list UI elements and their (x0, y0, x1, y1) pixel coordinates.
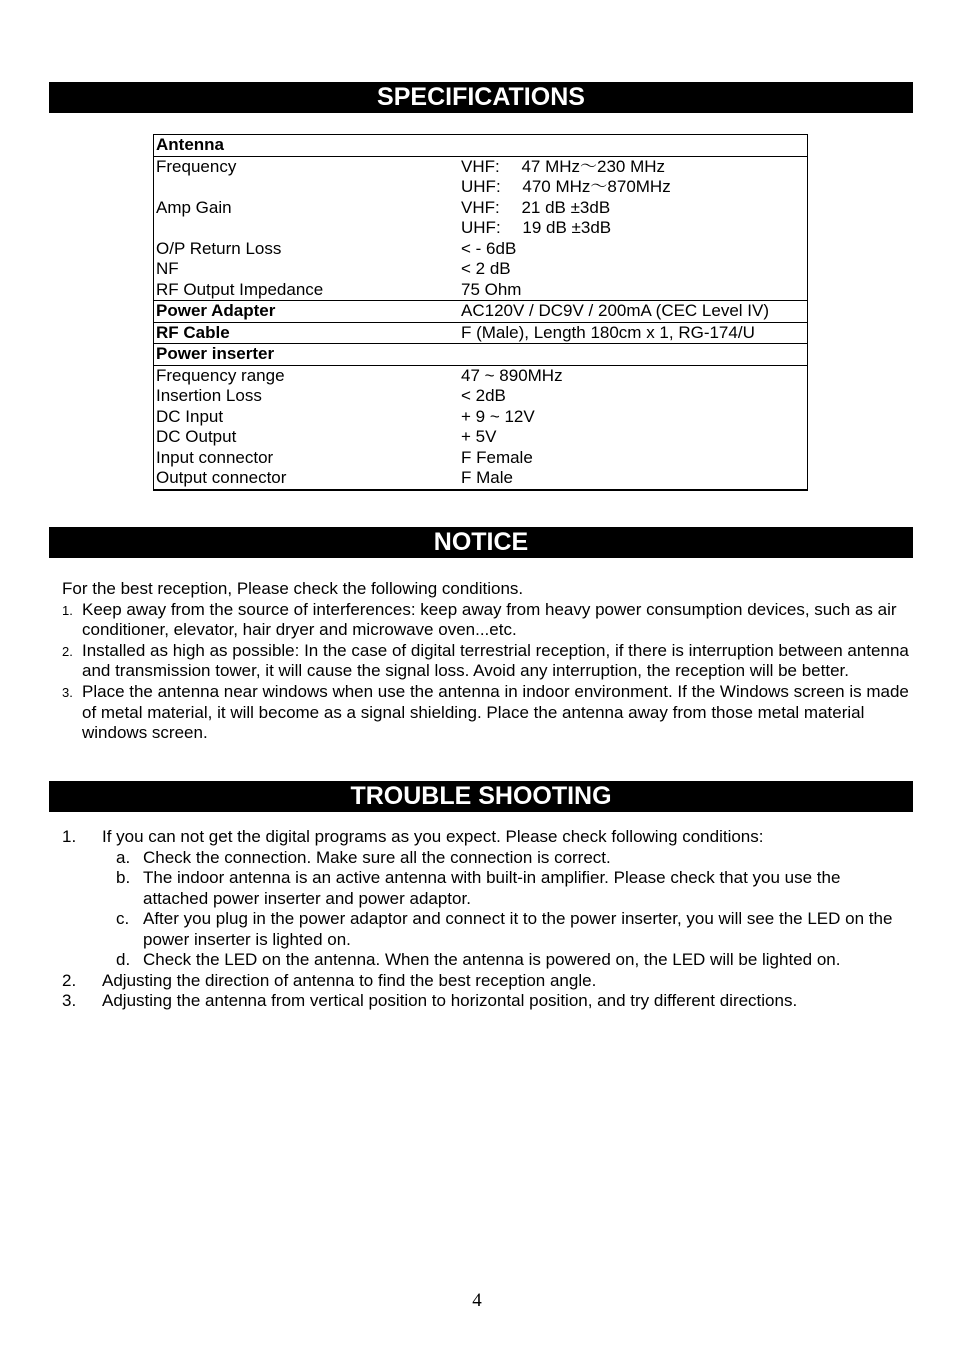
trouble-shooting-heading: TROUBLE SHOOTING (49, 781, 913, 812)
spec-label-return-loss: O/P Return Loss (154, 239, 462, 260)
spec-label-amp-gain: Amp Gain (154, 198, 462, 239)
list-item (62, 641, 912, 682)
spec-value-dc-input: + 9 ~ 12V (461, 407, 808, 428)
power-adapter-value: AC120V / DC9V / 200mA (CEC Level IV) (461, 301, 808, 323)
spec-label-dc-input: DC Input (154, 407, 462, 428)
trouble-shooting-section (62, 827, 912, 1012)
sub-list-item (62, 950, 912, 971)
list-text: Place the antenna near windows when use the antenna in indoor environment. If the Windows screen is made of metal material, it will become as a signal shielding. Place the antenna away from those metal material windows screen. (82, 681, 909, 743)
rf-cable-label: RF Cable (154, 322, 462, 344)
list-text: Keep away from the source of interferences: keep away from heavy power consumption devices, such as air conditioner, elevator, hair dryer and microwave oven...etc. (82, 599, 897, 640)
spec-label-nf: NF (154, 259, 462, 280)
spec-value-amp-gain-vhf: VHF: 21 dB ±3dB (461, 197, 611, 217)
spec-value-frequency-uhf: UHF: 470 MHz～870MHz (461, 177, 671, 196)
spec-label-impedance: RF Output Impedance (154, 280, 462, 301)
rf-cable-value: F (Male), Length 180cm x 1, RG-174/U (461, 322, 808, 344)
list-number: 2. (62, 970, 77, 990)
spec-label-frequency-range: Frequency range (154, 365, 462, 386)
notice-section (62, 579, 912, 744)
spec-value-amp-gain-uhf: UHF: 19 dB ±3dB (461, 218, 612, 237)
spec-label-insertion-loss: Insertion Loss (154, 386, 462, 407)
spec-value-input-connector: F Female (461, 448, 808, 469)
list-number: 1. (62, 827, 77, 846)
spec-label-dc-output: DC Output (154, 427, 462, 448)
sub-list-letter: d. (116, 950, 131, 969)
list-text: Adjusting the direction of antenna to find the best reception angle. (102, 970, 597, 990)
sub-list-text: Check the LED on the antenna. When the antenna is powered on, the LED will be lighted on. (143, 950, 841, 969)
power-inserter-label: Power inserter (154, 344, 462, 366)
spec-value-output-connector: F Male (461, 468, 808, 490)
spec-value-frequency-vhf: VHF: 47 MHz～230 MHz (461, 156, 666, 176)
specifications-table (153, 134, 808, 491)
notice-intro: For the best reception, Please check the following conditions. (62, 579, 524, 598)
list-number: 3. (62, 991, 77, 1010)
list-text: Adjusting the antenna from vertical position to horizontal position, and try different directions. (102, 991, 798, 1010)
page-number: 4 (472, 1290, 482, 1311)
sub-list-letter: a. (116, 847, 131, 867)
spec-value-return-loss: < - 6dB (461, 239, 808, 260)
sub-list-text: Check the connection. Make sure all the connection is correct. (143, 847, 611, 867)
spec-value-dc-output: + 5V (461, 427, 808, 448)
sub-list-item (62, 868, 912, 909)
sub-list-item (62, 909, 912, 950)
list-item (62, 971, 912, 992)
list-item (62, 600, 912, 641)
notice-heading: NOTICE (49, 527, 913, 558)
sub-list-text: The indoor antenna is an active antenna with built-in amplifier. Please check that you use the attached power inserter and power adaptor. (143, 868, 841, 908)
specifications-heading: SPECIFICATIONS (49, 82, 913, 113)
list-item (62, 991, 912, 1012)
spec-value-insertion-loss: < 2dB (461, 386, 808, 407)
power-adapter-label: Power Adapter (154, 301, 462, 323)
list-text: Installed as high as possible: In the case of digital terrestrial reception, if there is interruption between antenna and transmission tower, it will cause the signal loss. Avoid any interruption, the reception will be better. (82, 640, 909, 681)
list-number: 2. (62, 643, 73, 659)
list-item (62, 682, 912, 744)
list-text: If you can not get the digital programs as you expect. Please check following conditions: (102, 827, 764, 846)
spec-value-nf: < 2 dB (461, 259, 808, 280)
sub-list-item (62, 848, 912, 869)
spec-label-input-connector: Input connector (154, 448, 462, 469)
spec-label-output-connector: Output connector (154, 468, 462, 490)
spec-value-impedance: 75 Ohm (461, 280, 808, 301)
list-number: 1. (62, 602, 73, 618)
list-item (62, 827, 912, 848)
spec-value-frequency-range: 47 ~ 890MHz (461, 365, 808, 386)
sub-list-text: After you plug in the power adaptor and connect it to the power inserter, you will see the LED on the power inserter is lighted on. (143, 909, 893, 949)
list-number: 3. (62, 684, 73, 700)
antenna-section-label: Antenna (154, 135, 462, 157)
sub-list-letter: c. (116, 909, 130, 928)
spec-label-frequency: Frequency (154, 156, 462, 198)
sub-list-letter: b. (116, 868, 131, 887)
